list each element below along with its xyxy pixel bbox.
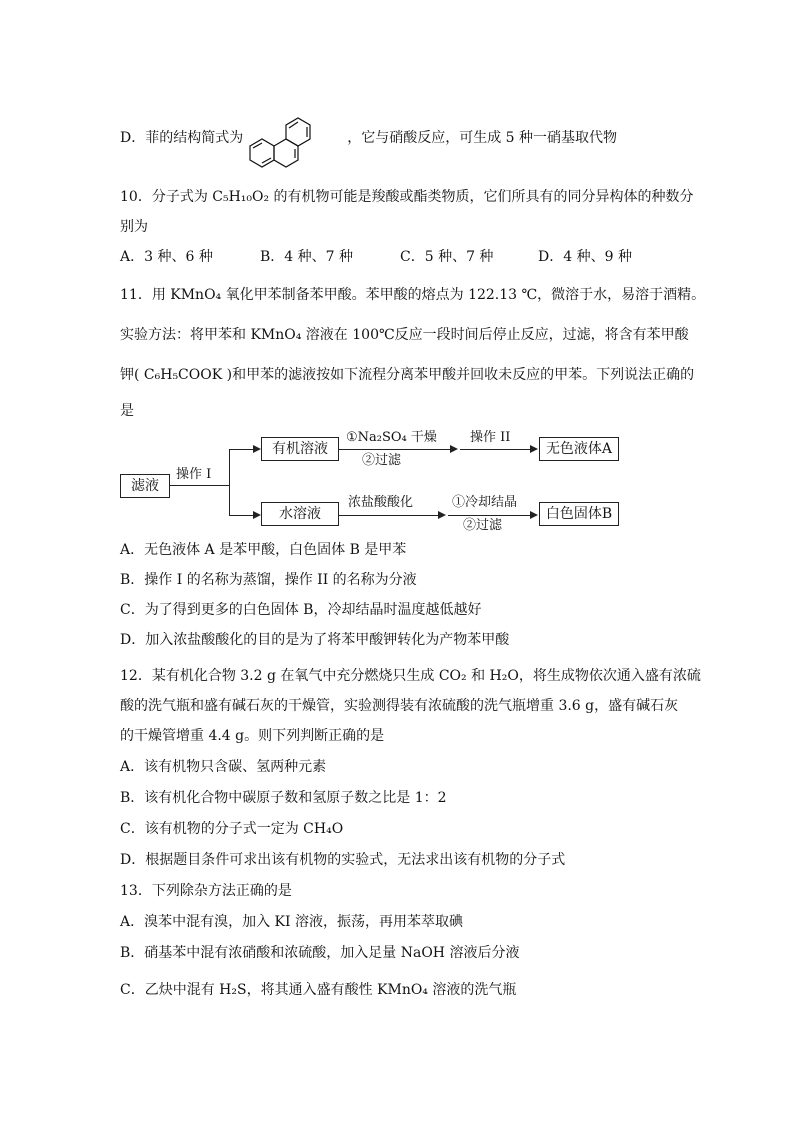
flow-label-acidify: 浓盐酸酸化 <box>348 495 414 510</box>
q9-option-d <box>120 128 617 148</box>
q11-option-c: C．为了得到更多的白色固体 B，冷却结晶时温度越低越好 <box>120 602 482 618</box>
flow-label-filter2: ②过滤 <box>463 518 503 533</box>
flow-box-organic: 有机溶液 <box>261 437 339 461</box>
q10-option-c: C．5 种、7 种 <box>400 249 494 265</box>
q9-option-d-suffix: ，它与硝酸反应，可生成 5 种一硝基取代物 <box>347 130 618 146</box>
flow-arrowhead <box>530 445 538 453</box>
q11-stem-line3: 钾( C₆H₅COOK )和甲苯的滤液按如下流程分离苯甲酸并回收未反应的甲苯。下列说法正确的 <box>120 367 695 383</box>
flow-label-op1: 操作 I <box>176 467 212 482</box>
q12-stem-line3: 的干燥管增重 4.4 g。则下列判断正确的是 <box>120 728 385 744</box>
flow-arrowhead <box>253 511 261 519</box>
flow-box-filtrate: 滤液 <box>120 474 170 498</box>
flow-box-liquid-a: 无色液体A <box>539 437 619 461</box>
flow-line <box>448 515 530 516</box>
q10-option-b: B．4 种、7 种 <box>260 249 354 265</box>
flow-arrowhead <box>450 445 458 453</box>
flow-label-filter: ②过滤 <box>362 453 402 468</box>
q12-stem-line1: 12．某有机化合物 3.2 g 在氧气中充分燃烧只生成 CO₂ 和 H₂O，将生成物依次通入盛有浓硫 <box>120 668 701 684</box>
flow-box-solid-b: 白色固体B <box>539 502 619 526</box>
q11-stem-line4: 是 <box>120 403 134 419</box>
q10-stem-line2: 别为 <box>120 219 148 235</box>
flow-line <box>229 449 253 450</box>
flow-line <box>460 449 530 450</box>
q10-option-d: D．4 种、9 种 <box>538 249 632 265</box>
q11-option-a: A．无色液体 A 是苯甲酸，白色固体 B 是甲苯 <box>120 542 407 558</box>
q12-option-b: B．该有机化合物中碳原子数和氢原子数之比是 1：2 <box>120 790 447 806</box>
q11-option-b: B．操作 I 的名称为蒸馏，操作 II 的名称为分液 <box>120 572 417 588</box>
flow-label-dry: ①Na₂SO₄ 干燥 <box>346 430 437 445</box>
q10-options <box>120 247 632 267</box>
separation-flow-diagram <box>118 428 638 536</box>
q10-option-a: A．3 种、6 种 <box>120 249 213 265</box>
flow-box-aqueous: 水溶液 <box>261 502 339 526</box>
flow-arrowhead <box>530 511 538 519</box>
flow-line <box>338 515 438 516</box>
flow-label-cool: ①冷却结晶 <box>452 495 518 510</box>
q12-option-a: A．该有机物只含碳、氢两种元素 <box>120 759 327 775</box>
q13-stem: 13．下列除杂方法正确的是 <box>120 883 292 899</box>
q9-option-d-prefix: D．菲的结构简式为 <box>120 130 244 146</box>
q11-stem-line1: 11．用 KMnO₄ 氧化甲苯制备苯甲酸。苯甲酸的熔点为 122.13 ℃，微溶于水，易溶于酒精。 <box>120 287 706 303</box>
flow-arrowhead <box>438 511 446 519</box>
flow-label-op2: 操作 II <box>470 430 511 445</box>
q10-stem-line1: 10．分子式为 C₅H₁₀O₂ 的有机物可能是羧酸或酯类物质，它们所具有的同分异构体的种数分 <box>120 189 694 205</box>
flow-arrowhead <box>253 445 261 453</box>
q12-option-d: D．根据题目条件可求出该有机物的实验式，无法求出该有机物的分子式 <box>120 852 566 868</box>
flow-branch-line <box>229 449 230 515</box>
q13-option-b: B．硝基苯中混有浓硝酸和浓硫酸，加入足量 NaOH 溶液后分液 <box>120 945 520 961</box>
q13-option-c: C．乙炔中混有 H₂S，将其通入盛有酸性 KMnO₄ 溶液的洗气瓶 <box>120 982 517 998</box>
flow-line <box>229 515 253 516</box>
phenanthrene-structure-diagram <box>242 96 340 174</box>
q11-stem-line2: 实验方法：将甲苯和 KMnO₄ 溶液在 100℃反应一段时间后停止反应，过滤，将含有苯甲酸 <box>120 327 689 343</box>
flow-line <box>338 449 450 450</box>
q12-option-c: C．该有机物的分子式一定为 CH₄O <box>120 821 344 837</box>
q12-stem-line2: 酸的洗气瓶和盛有碱石灰的干燥管，实验测得装有浓硫酸的洗气瓶增重 3.6 g，盛有碱石灰 <box>120 698 679 714</box>
flow-line <box>169 485 229 486</box>
q13-option-a: A．溴苯中混有溴，加入 KI 溶液，振荡，再用苯萃取碘 <box>120 914 463 930</box>
q11-option-d: D．加入浓盐酸酸化的目的是为了将苯甲酸钾转化为产物苯甲酸 <box>120 632 510 648</box>
